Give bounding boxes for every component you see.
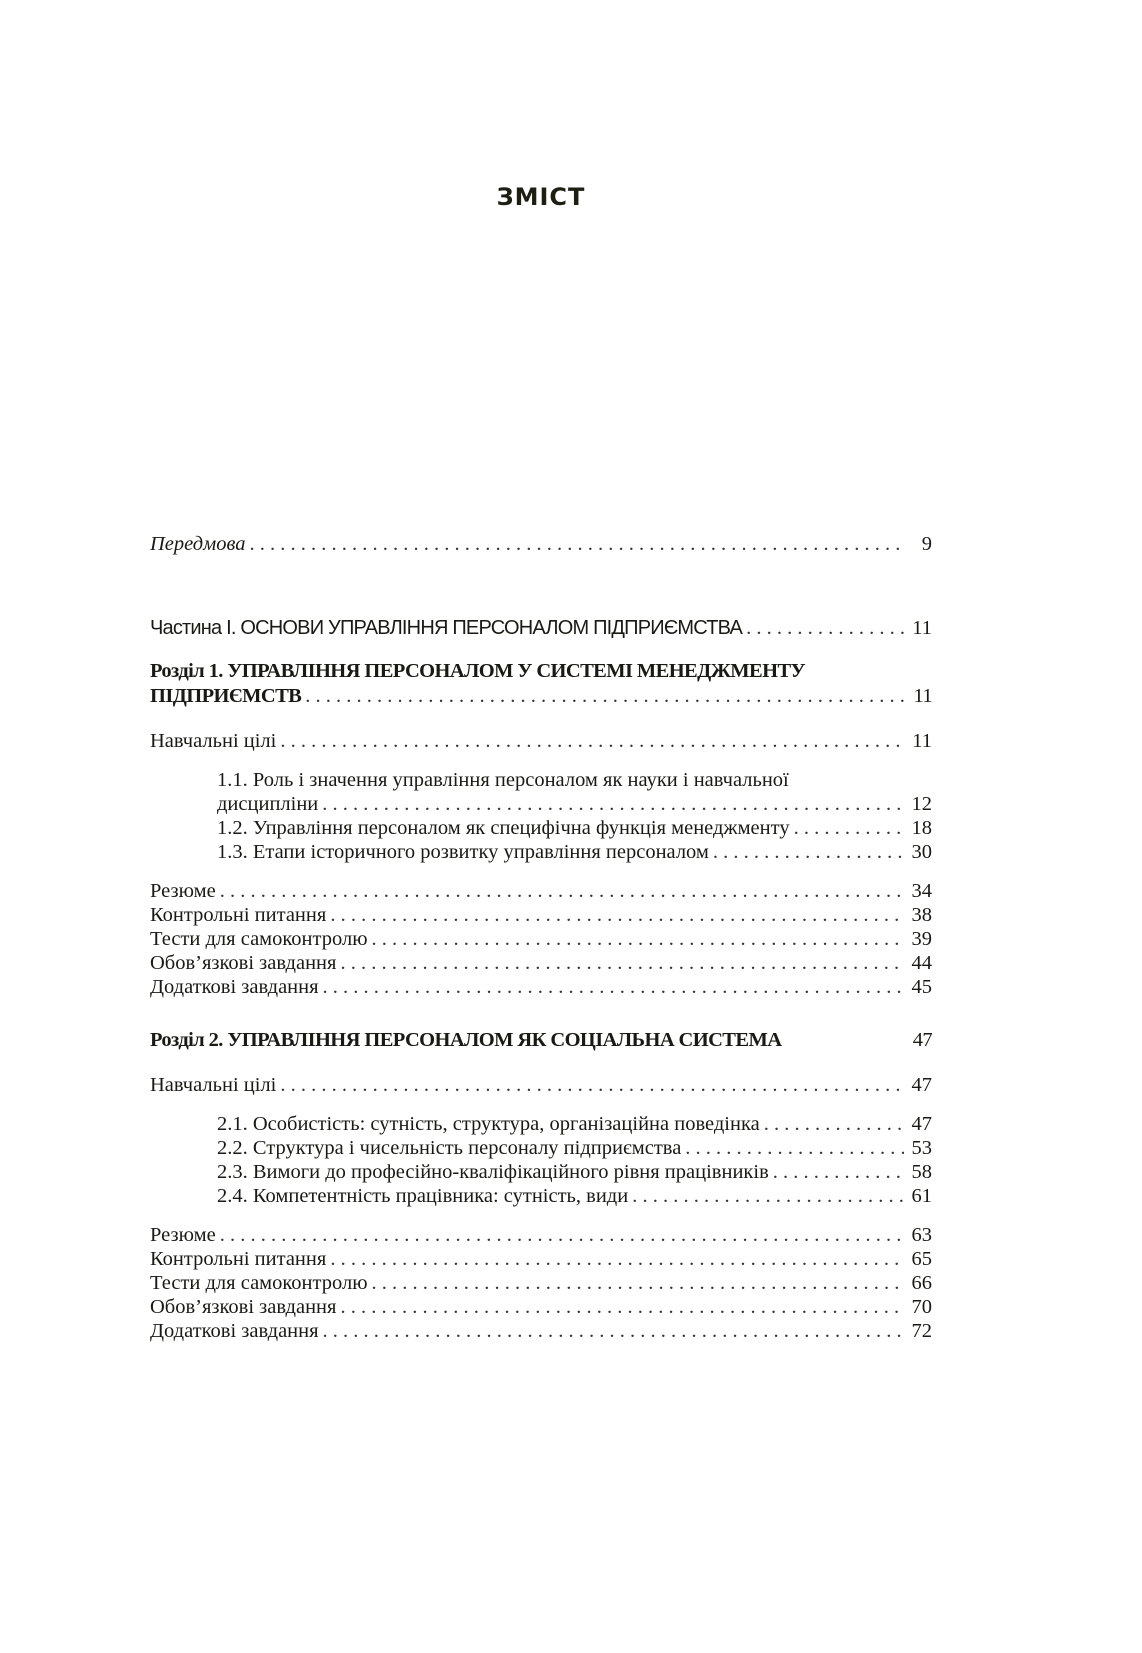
toc-entry-preface[interactable]	[150, 532, 932, 556]
toc-entry-section[interactable]	[217, 840, 932, 864]
toc-page-number: 70	[911, 1296, 932, 1318]
toc-entry-label: Розділ 2. УПРАВЛІННЯ ПЕРСОНАЛОМ ЯК СОЦІАЛЬНА СИСТЕМА	[150, 1029, 782, 1051]
toc-page-number: 61	[911, 1185, 932, 1207]
leader-dots	[330, 1247, 904, 1271]
toc-chapter1-line1[interactable]: Розділ 1. УПРАВЛІННЯ ПЕРСОНАЛОМ У СИСТЕМІ МЕНЕДЖМЕНТУ	[150, 660, 805, 682]
leader-dots	[340, 951, 904, 975]
leader-dots	[330, 903, 904, 927]
toc-entry-label: Резюме	[150, 880, 216, 902]
toc-entry-section[interactable]	[217, 1160, 932, 1184]
toc-entry-section[interactable]	[217, 1112, 932, 1136]
toc-page-number: 47	[911, 1113, 932, 1135]
toc-entry-label: Обов’язкові завдання	[150, 1296, 337, 1318]
leader-dots	[713, 840, 904, 864]
leader-dots	[746, 616, 904, 640]
toc-entry-label: Контрольні питання	[150, 904, 327, 926]
toc-entry-tests[interactable]	[150, 927, 932, 951]
toc-page-number: 18	[911, 817, 932, 839]
toc-page-number: 11	[913, 685, 932, 707]
toc-entry-label: Обов’язкові завдання	[150, 952, 337, 974]
leader-dots	[305, 684, 904, 708]
leader-dots	[220, 1223, 904, 1247]
toc-entry-questions[interactable]	[150, 903, 932, 927]
toc-entry-label: Додаткові завдання	[150, 976, 319, 998]
toc-entry-tests[interactable]	[150, 1271, 932, 1295]
leader-dots	[280, 1073, 904, 1097]
leader-dots	[372, 927, 904, 951]
toc-page-number: 39	[911, 928, 932, 950]
toc-entry-label: Контрольні питання	[150, 1248, 327, 1270]
toc-page-number: 47	[912, 1029, 932, 1051]
toc-entry-label: 2.4. Компетентність працівника: сутність, види	[217, 1185, 629, 1207]
leader-dots	[323, 1319, 904, 1343]
leader-dots	[280, 729, 904, 753]
toc-entry-part1[interactable]	[150, 616, 932, 640]
toc-entry-summary[interactable]	[150, 1223, 932, 1247]
leader-dots	[632, 1184, 904, 1208]
leader-dots	[249, 532, 904, 556]
toc-entry-mandatory-tasks[interactable]	[150, 1295, 932, 1319]
toc-entry-section[interactable]	[217, 792, 932, 816]
toc-entry-label: Додаткові завдання	[150, 1320, 319, 1342]
toc-page-number: 72	[911, 1320, 932, 1342]
toc-entry-label: 1.3. Етапи історичного розвитку управління персоналом	[217, 841, 709, 863]
toc-entry-mandatory-tasks[interactable]	[150, 951, 932, 975]
toc-page-number: 53	[911, 1137, 932, 1159]
toc-entry-additional-tasks[interactable]	[150, 1319, 932, 1343]
leader-dots	[323, 975, 904, 999]
toc-entry-section[interactable]	[217, 816, 932, 840]
toc-page-number: 45	[911, 976, 932, 998]
leader-dots	[794, 816, 904, 840]
toc-page-number: 58	[911, 1161, 932, 1183]
toc-page-number: 30	[911, 841, 932, 863]
toc-entry-label: ПІДПРИЄМСТВ	[150, 685, 302, 707]
toc-entry-questions[interactable]	[150, 1247, 932, 1271]
toc-entry-label: 2.3. Вимоги до професійно-кваліфікаційного рівня працівників	[217, 1161, 769, 1183]
toc-page-number: 11	[912, 617, 932, 639]
toc-entry-label: 2.1. Особистість: сутність, структура, організаційна поведінка	[217, 1113, 760, 1135]
toc-entry-section[interactable]	[217, 1184, 932, 1208]
toc-entry-label: Тести для самоконтролю	[150, 1272, 368, 1294]
leader-dots	[322, 792, 904, 816]
toc-page-number: 44	[911, 952, 932, 974]
toc-page-number: 47	[911, 1074, 932, 1096]
toc-entry-label: Навчальні цілі	[150, 730, 277, 752]
toc-entry-label: 1.2. Управління персоналом як специфічна функція менеджменту	[217, 817, 790, 839]
toc-entry-label: Частина І. ОСНОВИ УПРАВЛІННЯ ПЕРСОНАЛОМ ПІДПРИЄМСТВА	[150, 617, 743, 639]
leader-dots	[372, 1271, 904, 1295]
toc-entry-goals[interactable]	[150, 729, 932, 753]
toc-page-number: 63	[911, 1224, 932, 1246]
toc-page-number: 66	[911, 1272, 932, 1294]
toc-page-number: 38	[911, 904, 932, 926]
leader-dots	[773, 1160, 904, 1184]
leader-dots	[764, 1112, 904, 1136]
toc-entry-label: Тести для самоконтролю	[150, 928, 368, 950]
toc-entry-label: дисципліни	[217, 793, 319, 815]
toc-page-number: 11	[912, 730, 932, 752]
leader-dots	[340, 1295, 904, 1319]
toc-page-number: 12	[911, 793, 932, 815]
toc-entry-label: Передмова	[150, 533, 246, 555]
toc-entry-summary[interactable]	[150, 879, 932, 903]
toc-page-number: 9	[921, 533, 932, 555]
toc-section-1-1-line1[interactable]: 1.1. Роль і значення управління персоналом як науки і навчальної	[217, 769, 789, 791]
leader-dots	[220, 879, 904, 903]
toc-entry-section[interactable]	[217, 1136, 932, 1160]
toc-entry-goals[interactable]	[150, 1073, 932, 1097]
toc-page-number: 34	[911, 880, 932, 902]
page-title: ЗМІСТ	[496, 183, 586, 211]
toc-entry-label: 2.2. Структура і чисельність персоналу підприємства	[217, 1137, 682, 1159]
toc-page-number: 65	[911, 1248, 932, 1270]
toc-entry-chapter2[interactable]	[150, 1028, 932, 1052]
toc-entry-label: Резюме	[150, 1224, 216, 1246]
leader-dots	[685, 1136, 904, 1160]
toc-entry-label: Навчальні цілі	[150, 1074, 277, 1096]
toc-entry-additional-tasks[interactable]	[150, 975, 932, 999]
toc-entry-chapter1[interactable]	[150, 684, 932, 708]
